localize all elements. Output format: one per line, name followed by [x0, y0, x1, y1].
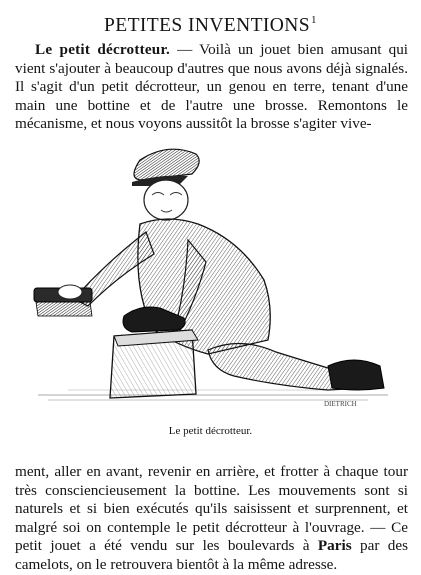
intro-body: — Voilà un jouet bien amusant qui vient s'ajouter à beaucoup d'autres que nous avons déjà signalés. Il s'agit d'un petit décrotteur, un genou en terre, tenant d'une main une bottine et de l'autre une brosse. Remontons le mécanisme, et nous voyons aussitôt la brosse s'agiter vive- [15, 41, 409, 133]
shoe [328, 360, 384, 390]
continuation-body-b: par des camelots, on le retrouvera bientôt à la même adresse. [15, 537, 408, 573]
continuation-paragraph [15, 463, 408, 575]
title-text: PETITES INVENTIONS [104, 15, 311, 36]
lead-term: Le petit décrotteur. [35, 41, 170, 58]
ground-hatching [38, 390, 388, 400]
figure-caption: Le petit décrotteur. [168, 425, 253, 437]
intro-paragraph [15, 41, 408, 134]
article-title [0, 8, 421, 38]
head [144, 180, 188, 220]
engraver-signature: DIETRICH [324, 400, 357, 408]
cap [134, 149, 199, 180]
title-footnote-marker: 1 [311, 14, 317, 26]
place-name: Paris [317, 537, 352, 555]
shoeshine-boy-illustration [28, 140, 398, 410]
shoeshine-box [110, 330, 198, 398]
brush [34, 285, 92, 316]
continuation-body-a: ment, aller en avant, revenir en arrière, et frotter à chaque tour très consciencieusement la bottine. Les mouvements sont si naturels et si bien exécutés qu'ils saisissent et surprennent, et malgré soi on contemple le petit décrotteur à l'ouvrage. — Ce petit jouet a été vendu sur les boulevards à [15, 463, 408, 555]
